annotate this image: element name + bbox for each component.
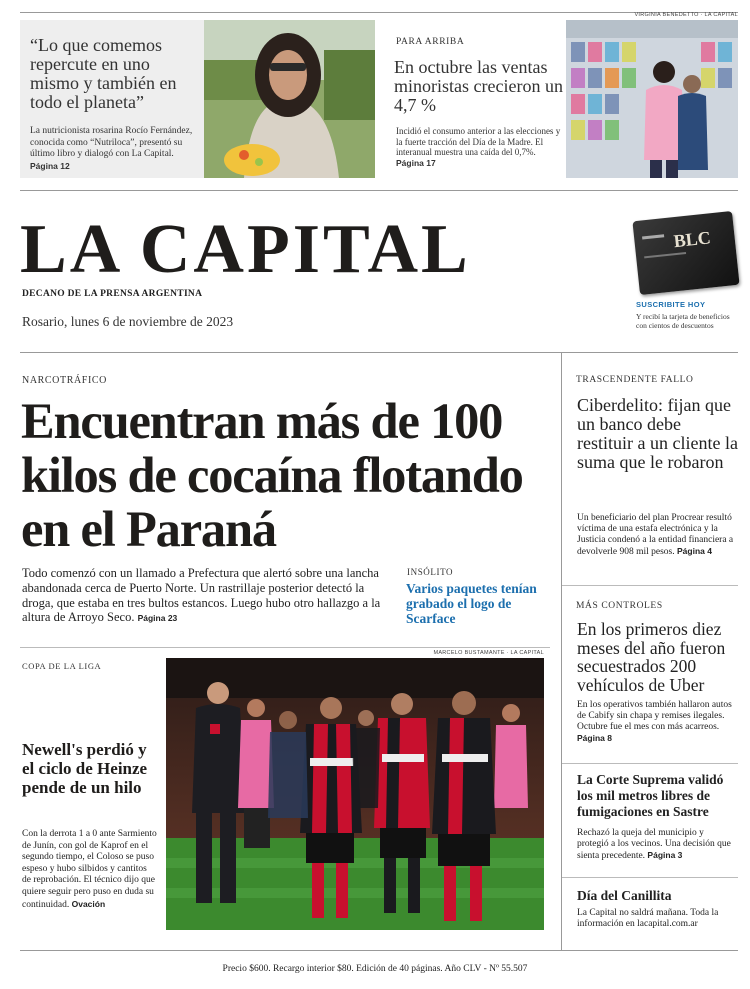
sports-page-ref: Ovación [71, 898, 106, 909]
football-photo [166, 658, 544, 930]
teaser-headline: En octubre las ventas minoristas crecieron un 4,7 % [394, 57, 563, 115]
sidebar-story-2[interactable] [576, 590, 738, 760]
nutritionist-photo [204, 20, 375, 178]
teaser-page-ref: Página 17 [396, 157, 436, 168]
promo-text: Y recibí la tarjeta de beneficios con cientos de descuentos [636, 312, 730, 330]
tagline: DECANO DE LA PRENSA ARGENTINA [22, 289, 203, 299]
sidebar-body-text: Rechazó la queja del municipio y protegió a los vecinos. Una decisión que sienta precedente. [577, 828, 731, 861]
subscribe-cta[interactable]: SUSCRIBITE HOY [636, 300, 706, 309]
sports-story[interactable] [20, 650, 550, 935]
lead-kicker: NARCOTRÁFICO [22, 375, 107, 386]
sports-headline[interactable]: Newell's perdió y el ciclo de Heinze pende de un hilo [22, 740, 148, 797]
card-line [644, 252, 686, 258]
lead-headline[interactable]: Encuentran más de 100 kilos de cocaína flotando en el Paraná [21, 393, 523, 557]
teaser-body-text: Incidió el consumo anterior a las elecciones y la fuerte tracción del Día de la Madre. El interanual muestra una caída del 0,7%. [396, 126, 561, 157]
footer-rule [20, 950, 738, 951]
sidebar-body [577, 700, 739, 745]
top-rule [20, 12, 738, 13]
sidebar-headline[interactable]: La Corte Suprema validó los mil metros libres de fumigaciones en Sastre [577, 772, 724, 819]
newspaper-logo[interactable]: LA CAPITAL [20, 211, 471, 288]
lead-aside-kicker: INSÓLITO [407, 567, 454, 577]
sidebar-headline[interactable]: Día del Canillita [577, 888, 672, 903]
sidebar-story-3[interactable] [576, 772, 738, 872]
sidebar-headline[interactable]: Ciberdelito: fijan que un banco debe restituir a un cliente la suma que le robaron [577, 395, 738, 472]
benefit-card-image [632, 211, 739, 295]
sidebar-body [577, 513, 739, 558]
sidebar-body-text: En los operativos también hallaron autos de Cabify sin chapa y remises ilegales. Octubre fue el mes con más acarreos. [577, 700, 732, 732]
sidebar-page-ref: Página 4 [677, 546, 712, 556]
lead-aside-text: Varios paquetes tenían grabado el logo de Scarface [406, 581, 537, 626]
sidebar-page-ref: Página 8 [577, 733, 612, 743]
sidebar-rule-3 [562, 877, 738, 878]
teaser-body [30, 126, 202, 173]
sidebar-kicker: MÁS CONTROLES [576, 601, 663, 611]
lead-bottom-rule [20, 647, 550, 648]
sidebar-body [577, 828, 737, 862]
sports-body-text: Con la derrota 1 a 0 ante Sarmiento de Junín, con gol de Kaprof en el segundo tiempo, el Coloso se puso espeso y hubo silbidos y cantitos de reprobación. El técnico dijo que quiere seguir pero puso en duda su continuidad. [22, 829, 157, 910]
lead-body-text: Todo comenzó con un llamado a Prefectura que alertó sobre una lancha abandonada cerca de Puerto Norte. Un rastrillaje posterior detectó la droga, que estaba en tres bultos estancos. Luego hubo otro hallazgo a la altura de Arroyo Seco. [22, 566, 381, 625]
teaser-body [396, 126, 564, 168]
lead-story[interactable] [20, 360, 550, 650]
sidebar-page-ref: Página 3 [647, 850, 683, 860]
price-line: Precio $600. Recargo interior $80. Edición de 40 páginas. Año CLV - Nº 55.507 [222, 964, 528, 974]
top-left-teaser[interactable] [20, 20, 375, 178]
teaser-body-text: La nutricionista rosarina Rocío Fernández, conocida como “Nutriloca”, presentó su último libro y dialogó con La Capital. [30, 126, 193, 159]
lead-body [22, 566, 384, 626]
sidebar-story-1[interactable] [576, 360, 738, 585]
top-right-teaser[interactable] [386, 12, 738, 178]
card-chip [642, 234, 664, 239]
sports-kicker: COPA DE LA LIGA [22, 661, 102, 671]
sidebar-body: La Capital no saldrá mañana. Toda la información en lacapital.com.ar [577, 908, 719, 929]
masthead-bottom-rule [20, 352, 738, 353]
column-rule [561, 352, 562, 950]
teaser-kicker: PARA ARRIBA [396, 37, 465, 47]
sidebar-body-text: Un beneficiario del plan Procrear resultó víctima de una estafa electrónica y la Justicia condenó a la entidad financiera a devolverle 908 mil pesos. [577, 513, 734, 557]
teaser-quote: “Lo que comemos repercute en uno mismo y también en todo el planeta” [30, 35, 177, 112]
subscription-promo[interactable] [634, 216, 740, 346]
sidebar-rule-2 [562, 763, 738, 764]
lead-page-ref: Página 23 [137, 613, 178, 624]
sidebar-headline[interactable]: En los primeros diez meses del año fueron secuestrados 200 vehículos de Uber [577, 619, 726, 695]
sidebar-rule-1 [562, 585, 738, 586]
sports-photo-credit: MARCELO BUSTAMANTE · LA CAPITAL [433, 650, 544, 656]
teaser-page-ref: Página 12 [30, 160, 70, 171]
sports-body [22, 829, 158, 911]
photo-credit: VIRGINIA BENEDETTO · LA CAPITAL [634, 12, 738, 18]
shop-photo [566, 20, 738, 178]
sidebar-kicker: TRASCENDENTE FALLO [576, 375, 694, 385]
card-brand: BLC [672, 227, 712, 252]
sidebar-story-4[interactable] [576, 888, 738, 938]
dateline: Rosario, lunes 6 de noviembre de 2023 [22, 314, 234, 329]
masthead-top-rule [20, 190, 738, 191]
